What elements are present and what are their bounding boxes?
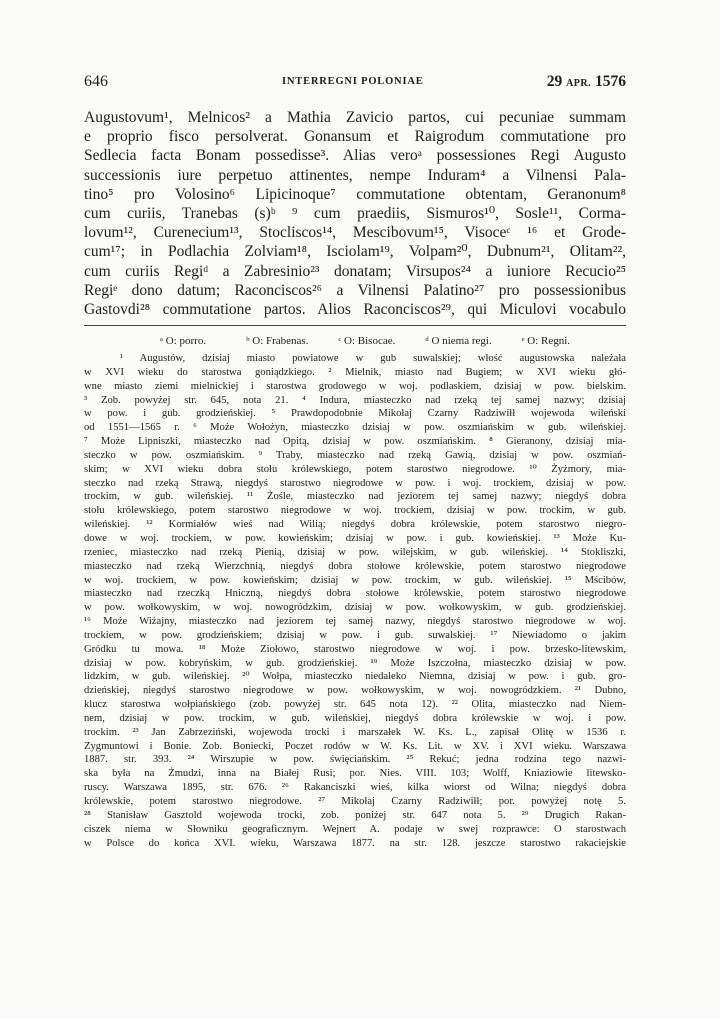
footnote-line: miasteczko nad rzeką Wierzchnią, niegdyś dobra stołowe królewskie, potem starostwo niegrodowe: [84, 560, 626, 572]
page-number: 646: [84, 73, 108, 90]
footnote-line: ³ Zob. powyżej str. 645, nota 21. ⁴ Indura, miasteczko nad rzeką tej samej nazwy; dzisiaj: [84, 394, 626, 406]
footnote-line: trockiem, w pow. grodzieńskiem; dzisiaj w pow. i gub. suwalskiej. ¹⁷ Niewiadomo o jakim: [84, 629, 626, 641]
footnote-line: w pow. i gub. grodzieńskiej. ⁵ Prawdopodobnie Mikołaj Czarny Radziwiłł wojewoda wileński: [84, 408, 626, 420]
footnote-line: steczko w pow. oszmiańskim. ⁹ Traby, miasteczko nad rzeką Gawią, dzisiaj w pow. oszmiań-: [84, 449, 626, 461]
footnote-line: ²⁸ Stanisław Gasztold wojewoda trocki, zob. poniżej str. 647 nota 5. ²⁹ Drugich Rakan-: [84, 809, 626, 821]
footnote-line: ciszek niema w Słowniku geograficznym. Wejnert A. podaje w swej rozprawce: O starostwach: [84, 823, 626, 835]
variant-note: ᵃ O: porro.: [160, 335, 207, 347]
running-title: INTERREGNI POLONIAE: [282, 76, 424, 87]
footnote-line: trockim, w gub. wileńskiej. ¹¹ Żośle, miasteczko nad jeziorem tej samej nazwy; niegdyś dobra: [84, 491, 626, 503]
footnote-line: w Polsce do końca XVI. wieku, Warszawa 1877. na str. 128. jeszcze starostwo rakaciejskie: [84, 837, 626, 849]
textual-variants: [84, 334, 626, 348]
text-line: Augustovum¹, Melnicos² a Mathia Zavicio partos, cui pecuniae summam: [84, 109, 626, 126]
footnote-line: w pow. wołkowyskim, w woj. nowogródzkim, dzisiaj w pow. wołkowyskim, w gub. grodzieńskiej.: [84, 602, 626, 614]
footnote-line: ¹ Augustów, dzisiaj miasto powiatowe w gub suwalskiej; włość augustowska należała: [120, 353, 626, 364]
footnote-line: rzeniec, miasteczko nad rzeką Pienią, dzisiaj w pow. wilejskim, w gub. wileńskiej. ¹⁴ Stokliszki,: [84, 546, 626, 558]
footnote-line: wileńskiej. ¹² Kormiałów wieś nad Wilią; niegdyś dobra królewskie, potem starostwo niegro-: [84, 519, 626, 531]
text-line: cum curiis, Tranebas (s)ᵇ ⁹ cum praediis, Sismuros¹⁰, Sosle¹¹, Corma-: [84, 205, 626, 223]
footnote-line: wne miasto ziemi mielnickiej i starostwa grodowego w woj. podlaskiem, dzisiaj w pow. bielskim.: [84, 380, 626, 392]
variant-note: ᶜ O: Bisocae.: [338, 335, 396, 347]
header-year: 1576: [595, 73, 626, 90]
header-day: 29: [546, 73, 563, 90]
footnote-line: Gródku tu mowa. ¹⁸ Może Ziołowo, starostwo niegrodowe w woj. i pow. brzesko-litewskim,: [84, 643, 626, 655]
footnote-line: Zygmuntowi i Bonie. Zob. Boniecki, Poczet rodów w W. Ks. Lit. w XV. i XVI wieku. Warszawa: [84, 740, 626, 752]
text-line: Sedlecia facta Bonam possedisse³. Alias veroᵃ possessiones Regi Augusto: [84, 147, 626, 165]
text-line: lovum¹², Curenecium¹³, Stocliscos¹⁴, Mescibovum¹⁵, Visoceᶜ ¹⁶ et Grode-: [84, 224, 626, 242]
footnote-line: królewskie, potem starostwo niegrodowe. ²⁷ Mikołaj Czarny Radziwiłł; por. powyżej notę 5.: [84, 796, 626, 807]
main-text: [84, 108, 626, 319]
footnote-line: ¹⁶ Może Wiżajny, miasteczko nad jeziorem tej samej nazwy, niegdyś starostwo niegrodowe w woj.: [84, 616, 626, 628]
footnotes: [84, 352, 626, 850]
variant-note: ᵇ O: Frabenas.: [246, 335, 309, 347]
text-line: Regiᵉ dono datum; Raconciscos²⁶ a Vilnensi Palatino²⁷ pro possessionibus: [84, 281, 626, 299]
variant-note: ᵈ O niema regi.: [425, 335, 492, 347]
footnote-line: dzieńskiej, niegdyś starostwo niegrodowe w pow. wołkowyskim, w woj. nowogródzkiem. ²¹ Dubno,: [84, 685, 626, 697]
text-line: tino⁵ pro Volosino⁶ Lipicinoque⁷ commutatione obtentam, Geranonum⁸: [84, 185, 626, 203]
footnote-line: w XVI wieku do starostwa goniądzkiego. ² Mielnik, miasto nad Bugiem; w XVI wieku głó-: [84, 366, 626, 378]
footnote-line: skim; w XVI wieku dobra stołu królewskiego, potem starostwo niegrodowe. ¹⁰ Żyżmory, mia-: [84, 463, 626, 475]
footnote-line: ska była na Żmudzi, inna na Białej Rusi; por. Nies. VIII. 103; Wolff, Kniaziowie litewsko-: [84, 768, 626, 780]
header-date: [547, 73, 626, 91]
footnote-line: w woj. trockiem, w pow. kowieńskim; dzisiaj w pow. trockim, w gub. wileńskiej. ¹⁵ Mścibów,: [84, 574, 626, 586]
header-month: APR.: [566, 78, 592, 89]
text-line: e proprio fisco persolverat. Gonansum et Raigrodum commutatione pro: [84, 128, 626, 146]
text-line: cum¹⁷; in Podlachia Zolviam¹⁸, Isciolam¹⁹, Volpam²⁰, Dubnum²¹, Olitam²²,: [84, 243, 626, 261]
footnote-line: dowe w woj. trockiem, w pow. kowieńskim; dzisiaj w pow. i gub. kowieńskiej. ¹³ Może Ku-: [84, 532, 626, 544]
footnote-line: ⁷ Może Lipniszki, miasteczko nad Opitą, dzisiaj w pow. oszmiańskim. ⁸ Gieranony, dzisiaj mia-: [84, 436, 626, 448]
footnote-line: nem, dzisiaj w pow. trockim, w gub. wileńskiej, niegdyś dobra królewskie w woj. i pow.: [84, 712, 626, 724]
text-line: Gastovdi²⁸ commutatione partos. Alios Raconciscos²⁹, qui Miculovi vocabulo: [84, 301, 626, 319]
footnote-line: dzisiaj w pow. kobryńskim, w gub. grodzieńskiej. ¹⁹ Może Iszczołna, miasteczko dzisiaj w pow.: [84, 657, 626, 669]
footnote-line: steczko nad rzeką Strawą, niegdyś starostwo niegrodowe w pow. i woj. trockiem, dzisiaj w pow.: [84, 477, 626, 489]
footnote-line: trockim. ²³ Jan Zabrzeziński, wojewoda trocki i marszałek W. Ks. L., zapisał Olitę w 1536 r.: [84, 726, 626, 738]
footnote-line: ruscy. Warszawa 1895, str. 676. ²⁶ Rakanciszki wieś, kilka wiorst od Wilna; niegdyś dobra: [84, 782, 626, 794]
footnote-line: stołu królewskiego, potem starostwo niegrodowe w woj. trockiem, dzisiaj w pow. trockim, w gub.: [84, 505, 626, 517]
page-header: [84, 73, 626, 93]
footnote-line: od 1551—1565 r. ⁶ Może Wołożyn, miasteczko dzisiaj w pow. oszmiańskim w gub. wileńskiej.: [84, 422, 626, 434]
text-line: successionis iure perpetuo attinentes, nempe Induram⁴ a Vilnensi Pala-: [84, 166, 626, 184]
variant-note: ᵉ O: Regni.: [521, 335, 571, 347]
text-line: cum curiis Regiᵈ a Zabresinio²³ donatam; Virsupos²⁴ a iuniore Recucio²⁵: [84, 262, 626, 280]
footnote-line: 1887. str. 393. ²⁴ Wirszupie w pow. święciańskim. ²⁵ Rekuć; jedna rodzina tego nazwi-: [84, 754, 626, 766]
footnote-line: lidzkim, w gub. wileńskiej. ²⁰ Wołpa, miasteczko niedaleko Niemna, dzisiaj w pow. i gub. gro-: [84, 671, 626, 683]
footnote-line: klucz starostwa wołpiańskiego (zob. powyżej str. 645 nota 12). ²² Olita, miasteczko nad Niem-: [84, 699, 626, 711]
footnote-divider: [84, 325, 626, 326]
footnote-line: miasteczko nad rzeczką Hniczną, niegdyś dobra stołowe królewskie, potem starostwo niegrodowe: [84, 588, 626, 600]
